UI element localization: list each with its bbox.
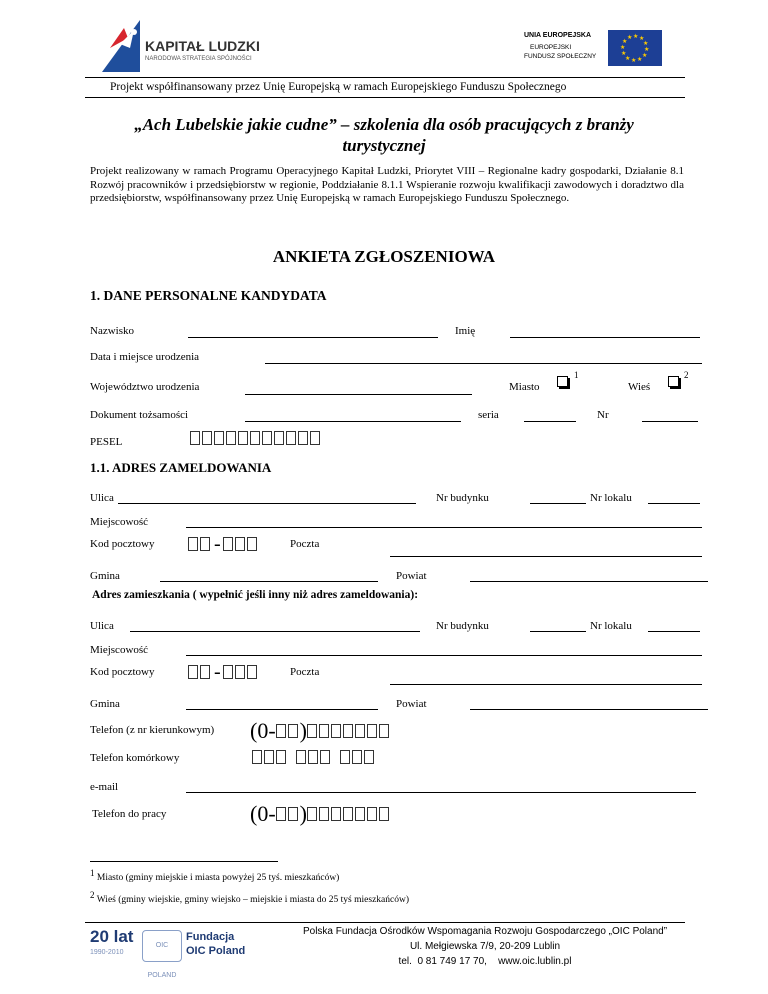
powiat-field-2[interactable] <box>470 709 708 710</box>
label-nr: Nr <box>597 409 609 421</box>
kapital-ludzki-title: KAPITAŁ LUDZKI <box>145 38 260 54</box>
svg-text:★: ★ <box>620 44 626 51</box>
footer-address: Ul. Mełgiewska 7/9, 20-209 Lublin <box>409 941 561 952</box>
label-seria: seria <box>478 409 499 421</box>
email-field[interactable] <box>186 792 696 793</box>
project-intro: Projekt realizowany w ramach Programu Operacyjnego Kapitał Ludzki, Priorytet VIII – Regionalne kadry gospodarki, Działanie 8.1 Rozwój pracowników i przedsiębiorstw w regionie, Poddziałanie 8.1.1 Wspieranie rozwoju kwalifikacji zawodowych i doradztwo dla przedsiębiorstw, współfinansowany przez Unię Europejską w ramach Europejskiego Funduszu Społecznego. <box>90 165 684 204</box>
label-data-urodzenia: Data i miejsce urodzenia <box>90 351 200 363</box>
imie-field[interactable] <box>510 337 700 338</box>
eu-line2: EUROPEJSKI <box>530 44 572 51</box>
miejscowosc-field[interactable] <box>186 527 702 528</box>
section-adres-zameldowania: 1.1. ADRES ZAMELDOWANIA <box>90 460 272 475</box>
telefon-praca-bracket: ) <box>299 801 307 826</box>
label-telefon-praca: Telefon do pracy <box>92 808 167 820</box>
label-ulica-2: Ulica <box>90 620 114 632</box>
label-email: e-mail <box>90 781 119 793</box>
oic-logo-years: 20 lat <box>90 927 134 946</box>
poczta-field-2[interactable] <box>390 684 702 685</box>
footer-org: Polska Fundacja Ośrodków Wspomagania Rozwoju Gospodarczego „OIC Poland” <box>302 926 668 937</box>
oic-logo-range: 1990-2010 <box>90 949 124 956</box>
nr-lokalu-field[interactable] <box>648 503 700 504</box>
telefon-bracket: ) <box>299 718 307 743</box>
oic-badge-icon: OIC POLAND <box>142 930 182 962</box>
label-imie: Imię <box>455 325 476 337</box>
wojewodztwo-field[interactable] <box>245 394 472 395</box>
kod-pocztowy-boxes[interactable]: - <box>188 537 259 551</box>
cofinance-note: Projekt współfinansowany przez Unię Europejską w ramach Europejskiego Funduszu Społecznego <box>110 81 567 93</box>
section-personal-data: 1. DANE PERSONALNE KANDYDATA <box>90 288 327 303</box>
label-wies: Wieś <box>628 381 651 393</box>
label-powiat: Powiat <box>396 570 427 582</box>
data-urodzenia-field[interactable] <box>265 363 702 364</box>
footnote-ref-2: 2 <box>684 370 689 380</box>
pesel-digit[interactable] <box>274 431 284 445</box>
ulica-field[interactable] <box>118 503 416 504</box>
label-kod-pocztowy: Kod pocztowy <box>90 538 155 550</box>
svg-text:★: ★ <box>644 46 650 53</box>
eu-flag-icon <box>608 30 662 66</box>
svg-text:★: ★ <box>643 40 649 47</box>
footer-rule <box>85 922 685 923</box>
telefon-prefix: (0- <box>250 718 276 743</box>
eu-logo <box>524 30 664 70</box>
oic-logo-name2: OIC Poland <box>186 945 246 957</box>
header-rule-bottom <box>85 97 685 98</box>
kapital-ludzki-emblem-icon <box>100 18 144 74</box>
label-miasto: Miasto <box>509 381 540 393</box>
pesel-digit[interactable] <box>298 431 308 445</box>
footnote-1: $^1$ Miasto (gminy miejskie i miasta powyżej 25 tyś. mieszkańców) <box>90 868 340 884</box>
nr-lokalu-field-2[interactable] <box>648 631 700 632</box>
footnote-separator <box>90 861 278 862</box>
form-title: ANKIETA ZGŁOSZENIOWA <box>272 247 496 266</box>
nr-budynku-field-2[interactable] <box>530 631 586 632</box>
telefon-praca-boxes[interactable] <box>250 801 391 827</box>
seria-field[interactable] <box>524 421 576 422</box>
label-pesel: PESEL <box>90 436 123 448</box>
oic-logo-name1: Fundacja <box>186 931 235 943</box>
kapital-ludzki-subtitle: NARODOWA STRATEGIA SPÓJNOŚCI <box>145 56 252 62</box>
svg-text:★: ★ <box>627 34 633 41</box>
pesel-digit[interactable] <box>238 431 248 445</box>
pesel-digit[interactable] <box>286 431 296 445</box>
footnote-ref-1: 1 <box>574 370 579 380</box>
eu-line3: FUNDUSZ SPOŁECZNY <box>524 53 597 60</box>
label-nr-lokalu: Nr lokalu <box>590 492 632 504</box>
label-ulica: Ulica <box>90 492 114 504</box>
label-miejscowosc: Miejscowość <box>90 516 149 528</box>
project-title-line1: „Ach Lubelskie jakie cudne” – szkolenia dla osób pracujących z branży <box>134 115 634 134</box>
wies-checkbox[interactable] <box>668 376 679 387</box>
telefon-praca-prefix: (0- <box>250 801 276 826</box>
svg-text:★: ★ <box>639 35 645 42</box>
miasto-checkbox[interactable] <box>557 376 568 387</box>
svg-text:★: ★ <box>625 55 631 62</box>
svg-text:★: ★ <box>622 38 628 45</box>
label-nr-budynku: Nr budynku <box>436 492 489 504</box>
label-gmina: Gmina <box>90 570 120 582</box>
footnote-2: $^2$ Wieś (gminy wiejskie, gminy wiejsko – miejskie i miasta do 25 tyś mieszkańców) <box>90 890 409 906</box>
dokument-field[interactable] <box>245 421 461 422</box>
ulica-field-2[interactable] <box>130 631 420 632</box>
pesel-digit[interactable] <box>262 431 272 445</box>
svg-text:★: ★ <box>633 33 639 40</box>
label-kod-pocztowy-2: Kod pocztowy <box>90 666 155 678</box>
pesel-digit[interactable] <box>202 431 212 445</box>
label-wojewodztwo: Województwo urodzenia <box>90 381 200 393</box>
nr-field[interactable] <box>642 421 698 422</box>
telefon-boxes[interactable] <box>250 718 391 744</box>
poczta-field[interactable] <box>390 556 702 557</box>
pesel-digit[interactable] <box>250 431 260 445</box>
powiat-field[interactable] <box>470 581 708 582</box>
label-telefon: Telefon (z nr kierunkowym) <box>90 724 215 736</box>
pesel-digit[interactable] <box>190 431 200 445</box>
label-dokument: Dokument tożsamości <box>90 409 189 421</box>
kapital-ludzki-logo <box>100 18 270 74</box>
gmina-field-2[interactable] <box>186 709 378 710</box>
label-miejscowosc-2: Miejscowość <box>90 644 149 656</box>
nazwisko-field[interactable] <box>188 337 438 338</box>
pesel-digit[interactable] <box>310 431 320 445</box>
pesel-boxes[interactable] <box>190 431 322 445</box>
label-poczta-2: Poczta <box>290 666 320 678</box>
miejscowosc-field-2[interactable] <box>186 655 702 656</box>
label-poczta: Poczta <box>290 538 320 550</box>
section-adres-zamieszkania: Adres zamieszkania ( wypełnić jeśli inny niż adres zameldowania): <box>92 589 419 601</box>
kod-pocztowy-boxes-2[interactable]: - <box>188 665 259 679</box>
gmina-field[interactable] <box>160 581 378 582</box>
footer-contact: tel. 0 81 749 17 70, www.oic.lublin.pl <box>398 956 572 967</box>
label-nr-budynku-2: Nr budynku <box>436 620 489 632</box>
header-rule-top <box>85 77 685 78</box>
pesel-digit[interactable] <box>226 431 236 445</box>
label-powiat-2: Powiat <box>396 698 427 710</box>
svg-text:★: ★ <box>642 52 648 59</box>
label-nazwisko: Nazwisko <box>90 325 134 337</box>
komorkowy-boxes[interactable] <box>252 750 376 764</box>
svg-text:★: ★ <box>631 57 637 64</box>
label-nr-lokalu-2: Nr lokalu <box>590 620 632 632</box>
svg-text:★: ★ <box>637 56 643 63</box>
nr-budynku-field[interactable] <box>530 503 586 504</box>
oic-logo <box>90 927 270 979</box>
label-gmina-2: Gmina <box>90 698 120 710</box>
svg-text:★: ★ <box>621 50 627 57</box>
project-title-line2: turystycznej <box>342 136 426 155</box>
pesel-digit[interactable] <box>214 431 224 445</box>
label-komorkowy: Telefon komórkowy <box>90 752 180 764</box>
eu-title: UNIA EUROPEJSKA <box>524 32 592 39</box>
